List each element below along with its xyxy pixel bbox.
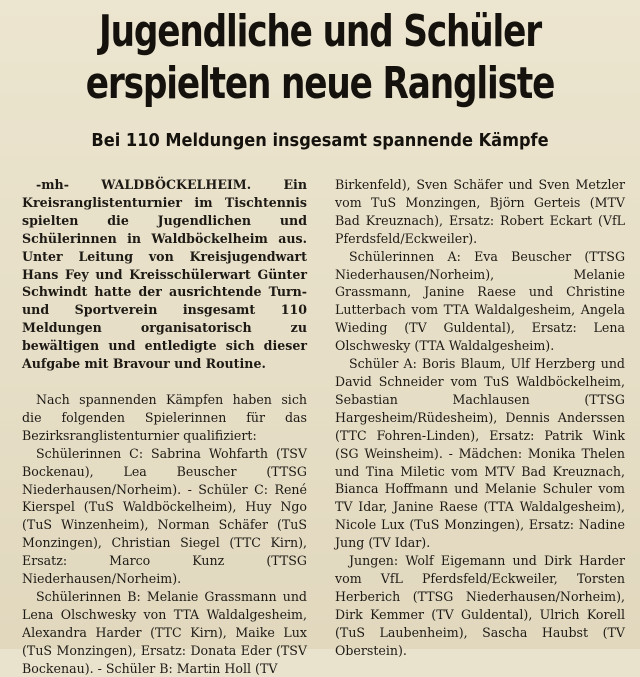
article-paragraph: Birkenfeld), Sven Schäfer und Sven Metzler vom TuS Monzingen, Björn Gerteis (MTV Bad Kreuznach), Ersatz: Robert Eckart (VfL Pferdsfeld/Eckweiler). xyxy=(335,177,625,246)
subheadline: Bei 110 Meldungen insgesamt spannende Kämpfe xyxy=(91,130,549,151)
article-paragraph: Schülerinnen A: Eva Beuscher (TTSG Niederhausen/Norheim), Melanie Grassmann, Janine Raese und Christine Lutterbach vom TTA Waldalgesheim, Angela Wieding (TV Guldental), Ersatz: Lena Olschwesky (TTA Waldalgesheim). xyxy=(335,248,625,354)
column-divider xyxy=(318,180,319,630)
article-column-right xyxy=(335,176,625,659)
article-paragraph: Schülerinnen B: Melanie Grassmann und Lena Olschwesky von TTA Waldalgesheim, Alexandra Harder (TTC Kirn), Maike Lux (TuS Monzingen), Ersatz: Donata Eder (TSV Bockenau). - Schüler B: Martin Holl (TV xyxy=(22,588,307,676)
article-column-left xyxy=(22,176,307,677)
article-paragraph: Jungen: Wolf Eigemann und Dirk Harder vom VfL Pferdsfeld/Eckweiler, Torsten Herberich (TTSG Niederhausen/Norheim), Dirk Kemmer (TV Guldental), Ulrich Korell (TuS Laubenheim), Sascha Haubst (TV Oberstein). xyxy=(335,553,625,658)
article-paragraph: Nach spannenden Kämpfen haben sich die folgenden Spielerinnen für das Bezirksranglistenturnier qualifiziert: xyxy=(22,391,307,443)
lead-paragraph: -mh- WALDBÖCKELHEIM. Ein Kreisranglistenturnier im Tischtennis spielten die Jugendlichen und Schülerinnen in Waldböckelheim aus. Unter Leitung von Kreisjugendwart Hans Fey und Kreisschülerwart Günter Schwindt hatte der ausrichtende Turn- und Sportverein insgesamt 110 Meldungen organisatorisch zu bewältigen und entledigte sich dieser Aufgabe mit Bravour und Routine. xyxy=(22,177,307,372)
headline-line-2: erspielten neue Rangliste xyxy=(85,58,555,109)
headline-line-1: Jugendliche und Schüler xyxy=(99,6,541,57)
article-paragraph: Schüler A: Boris Blaum, Ulf Herzberg und David Schneider vom TuS Waldböckelheim, Sebastian Machlausen (TTSG Hargesheim/Rüdesheim), Dennis Anderssen (TTC Fohren-Linden), Ersatz: Patrik Wink (SG Weinsheim). - Mädchen: Monika Thelen und Tina Miletic vom MTV Bad Kreuznach, Bianca Hoffmann und Melanie Schuler vom TV Idar, Janine Raese (TTA Waldalgesheim), Nicole Lux (TuS Monzingen), Ersatz: Nadine Jung (TV Idar). xyxy=(335,356,625,551)
article-paragraph: Schülerinnen C: Sabrina Wohfarth (TSV Bockenau), Lea Beuscher (TTSG Niederhausen/Norheim). - Schüler C: René Kierspel (TuS Waldböckelheim), Huy Ngo (TuS Winzenheim), Norman Schäfer (TuS Monzingen), Christian Siegel (TTC Kirn), Ersatz: Marco Kunz (TTSG Niederhausen/Norheim). xyxy=(22,445,307,587)
paragraph-gap xyxy=(22,373,307,391)
